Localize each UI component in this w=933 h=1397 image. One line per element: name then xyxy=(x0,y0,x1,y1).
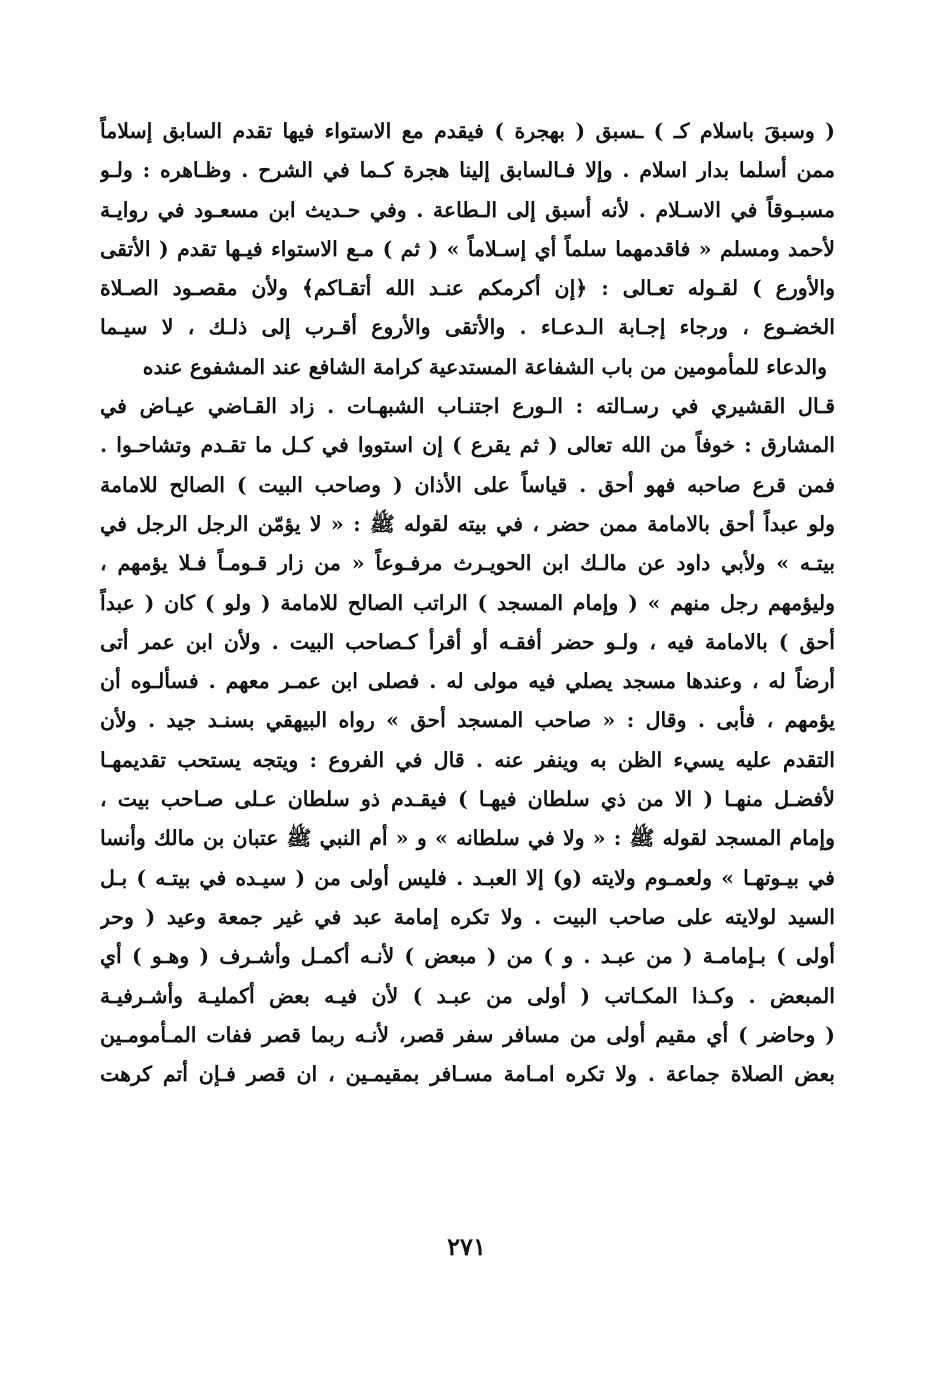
text-line: بيتـه » ولأبي داود عن مالـك ابن الحويـرث مرفـوعاً « من زار قـومـاً فـلا يؤمهم ، xyxy=(100,551,835,576)
text-line: مسبـوقاً في الاسـلام . لأنه أسبق إلى الـطاعة . وفي حـديث ابن مسعـود في روايـة xyxy=(100,197,835,222)
text-line: وليؤمهم رجل منهم » ( وإمام المسجد ) الراتب الصالح للامامة ( ولو ) كان ( عبداً xyxy=(100,590,835,615)
text-line: التقدم عليه يسيء الظن به وينفر عنه . قال في الفروع : ويتجه يستحب تقديمهـا xyxy=(100,747,835,772)
text-line: والدعاء للمأمومين من باب الشفاعة المستدعية كرامة الشافع عند المشفوع عنده xyxy=(142,354,827,379)
text-line: قـال القشيري في رسـالته : الـورع اجتنـاب الشبهـات . زاد القـاضي عيـاض في xyxy=(100,394,835,419)
text-line: الخضـوع ، ورجاء إجـابة الـدعـاء . والأتقى والأروع أقـرب إلى ذلـك ، لا سيـما xyxy=(100,315,835,340)
text-line: ممن أسلما بدار اسلام . وإلا فـالسابق إلينا هجرة كـما في الشرح . وظـاهره : ولـو xyxy=(100,158,835,183)
body-text xyxy=(100,112,835,1094)
text-line: أحق ) بالامامة فيه ، ولـو حضر أفقـه أو أقرأ كـصاحب البيت . ولأن ابن عمر أتى xyxy=(100,629,835,654)
text-line: السيد لولايته على صاحب البيت . ولا تكره إمامة عبد في غير جمعة وعيد ( وحر xyxy=(100,904,835,929)
text-line: وإمام المسجد لقوله ﷺ : « ولا في سلطانه » و « أم النبي ﷺ عتبان بن مالك وأنسا xyxy=(100,826,835,851)
text-line: فمن قرع صاحبه فهو أحق . قياساً على الأذان ( وصاحب البيت ) الصالح للامامة xyxy=(100,472,835,497)
page-number: ٢٧١ xyxy=(447,1232,486,1261)
text-line: المبعض . وكـذا المكـاتب ( أولى من عبـد ) لأن فيـه بعض أكمليـة وأشـرفيـة xyxy=(100,983,835,1008)
text-line: لأفضـل منهـا ( الا من ذي سلطان فيهـا ) فيقـدم ذو سلطان عـلى صـاحب بيت ، xyxy=(100,787,835,812)
text-line: في بيـوتهـا » ولعمـوم ولايته (و) إلا العبـد . فليس أولى من ( سيـده في بيتـه ) بـل xyxy=(100,865,835,890)
text-line: يؤمهم ، فأبى . وقال : « صاحب المسجد أحق » رواه البيهقي بسنـد جيد . ولأن xyxy=(100,708,835,733)
text-line: المشارق : خوفاً من الله تعالى ( ثم يقرع ) إن استووا في كـل ما تقـدم وتشاحـوا . xyxy=(100,433,835,458)
text-line: أولى ) بـإمامـة ( من عبـد . و ) من ( مبعض ) لأنـه أكمـل وأشـرف ( وهـو ) أي xyxy=(100,944,835,969)
text-line: ( وسبقَ باسلام كـ ) ـسبق ( بهجرة ) فيقدم مع الاستواء فيها تقدم السابق إسلاماً xyxy=(100,119,835,143)
text-line: ولو عبداً أحق بالامامة ممن حضر ، في بيته لقوله ﷺ : « لا يؤمّن الرجل الرجل في xyxy=(100,511,835,536)
text-line: والأورع ) لقـوله تعـالى : ﴿إن أكرمكم عنـد الله أتقـاكم﴾ ولأن مقصـود الصـلاة xyxy=(100,276,835,301)
text-line: لأحمد ومسلم « فاقدمهما سلماً أي إسـلاماً » ( ثم ) مـع الاستواء فيـها تقدم ( الأتقى xyxy=(100,236,835,261)
text-line: بعض الصلاة جماعة . ولا تكره امـامة مسـافر بمقيمـين ، ان قصر فـإن أتم كرهت xyxy=(100,1062,835,1087)
text-line: أرضاً له ، وعندها مسجد يصلي فيه مولى له . فصلى ابن عمـر معهم . فسألـوه أن xyxy=(100,669,835,694)
text-line: ( وحاضر ) أي مقيم أولى من مسافر سفر قصر، لأنـه ربما قصر ففات المـأمومـين xyxy=(100,1022,835,1047)
